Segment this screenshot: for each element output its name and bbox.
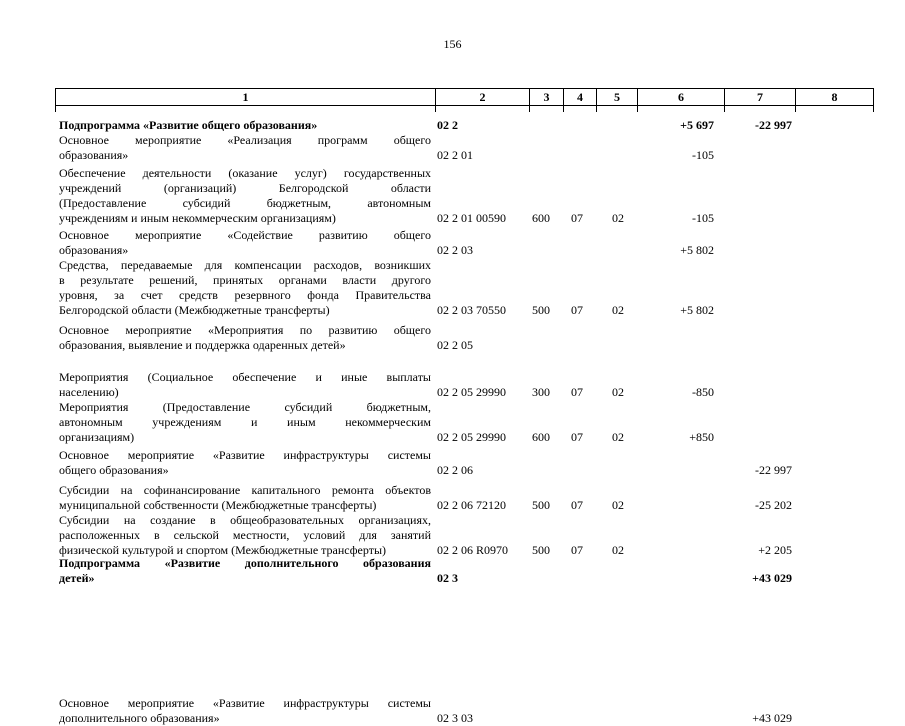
row-description (59, 258, 431, 318)
row-description (59, 370, 431, 400)
description-line: муниципальной собственности (Межбюджетные трансферты) (59, 498, 377, 512)
description-line: Основное мероприятие «Мероприятия по развитию общего (59, 323, 431, 337)
row-expense-type: 600 (532, 430, 550, 444)
row-code: 02 2 06 R0970 (437, 543, 509, 557)
description-line: детей» (59, 571, 95, 585)
description-line: в результате решений, принятых органами власти другого (59, 273, 431, 287)
description-line: (Предоставление субсидий бюджетным, автономным (59, 196, 431, 210)
row-value-col6: +5 802 (680, 243, 714, 257)
row-value-col6: +5 802 (680, 303, 714, 317)
row-subsection: 02 (612, 430, 624, 444)
row-value-col7: +2 205 (758, 543, 792, 557)
row-subsection: 02 (612, 211, 624, 225)
row-code: 02 2 06 (437, 463, 473, 477)
header-col-4: 4 (564, 89, 597, 106)
row-value-col6: +5 697 (680, 118, 714, 132)
row-description (59, 133, 431, 163)
row-value-col7: +43 029 (752, 711, 792, 725)
header-col-8: 8 (796, 89, 874, 106)
row-section: 07 (571, 498, 583, 512)
row-value-col7: +43 029 (752, 571, 792, 585)
row-description (59, 166, 431, 226)
description-line: учреждений (организаций) Белгородской области (59, 181, 431, 195)
description-line: Мероприятия (Предоставление субсидий бюджетным, (59, 400, 431, 414)
row-subsection: 02 (612, 498, 624, 512)
row-value-col7: -22 997 (755, 463, 792, 477)
row-value-col7: -25 202 (755, 498, 792, 512)
description-line: Белгородской области (Межбюджетные трансферты) (59, 303, 330, 317)
row-code: 02 2 03 70550 (437, 303, 506, 317)
row-description (59, 400, 431, 445)
row-description (59, 556, 431, 586)
row-section: 07 (571, 211, 583, 225)
description-line: автономным учреждениям и иным некоммерческим (59, 415, 431, 429)
row-code: 02 2 (437, 118, 458, 132)
row-code: 02 2 05 29990 (437, 430, 506, 444)
row-section: 07 (571, 385, 583, 399)
row-expense-type: 500 (532, 543, 550, 557)
description-line: Подпрограмма «Развитие общего образования» (59, 118, 318, 132)
row-code: 02 2 01 00590 (437, 211, 506, 225)
header-col-3: 3 (530, 89, 564, 106)
row-value-col7: -22 997 (755, 118, 792, 132)
row-code: 02 3 03 (437, 711, 473, 725)
header-col-5: 5 (597, 89, 638, 106)
row-code: 02 2 01 (437, 148, 473, 162)
description-line: Подпрограмма «Развитие дополнительного образования (59, 556, 431, 570)
row-value-col6: +850 (689, 430, 714, 444)
description-line: дополнительного образования» (59, 711, 220, 725)
description-line: расположенных в сельской местности, условий для занятий (59, 528, 431, 542)
budget-table (55, 88, 874, 112)
row-description (59, 513, 431, 558)
row-code: 02 2 05 (437, 338, 473, 352)
row-section: 07 (571, 543, 583, 557)
row-value-col6: -105 (692, 148, 714, 162)
description-line: Основное мероприятие «Содействие развитию общего (59, 228, 431, 242)
row-expense-type: 500 (532, 303, 550, 317)
header-col-7: 7 (725, 89, 796, 106)
row-code: 02 2 03 (437, 243, 473, 257)
row-description (59, 323, 431, 353)
description-line: Основное мероприятие «Реализация программ общего (59, 133, 431, 147)
description-line: Основное мероприятие «Развитие инфраструктуры системы (59, 448, 431, 462)
description-line: образования, выявление и поддержка одаренных детей» (59, 338, 346, 352)
header-col-6: 6 (638, 89, 725, 106)
header-col-2: 2 (436, 89, 530, 106)
row-description (59, 483, 431, 513)
row-expense-type: 500 (532, 498, 550, 512)
description-line: Субсидии на софинансирование капитального ремонта объектов (59, 483, 431, 497)
page-number: 156 (443, 37, 462, 51)
header-row (56, 89, 874, 106)
row-subsection: 02 (612, 385, 624, 399)
header-col-1: 1 (56, 89, 436, 106)
description-line: Мероприятия (Социальное обеспечение и иные выплаты (59, 370, 431, 384)
row-description (59, 228, 431, 258)
row-code: 02 3 (437, 571, 458, 585)
row-section: 07 (571, 303, 583, 317)
row-code: 02 2 05 29990 (437, 385, 506, 399)
description-line: Обеспечение деятельности (оказание услуг) государственных (59, 166, 431, 180)
description-line: учреждениям и иным некоммерческим организациям) (59, 211, 336, 225)
row-subsection: 02 (612, 303, 624, 317)
description-line: общего образования» (59, 463, 169, 477)
row-expense-type: 600 (532, 211, 550, 225)
description-line: Средства, передаваемые для компенсации расходов, возникших (59, 258, 431, 272)
description-line: населению) (59, 385, 119, 399)
row-description (59, 696, 431, 726)
description-line: уровня, за счет средств резервного фонда Правительства (59, 288, 431, 302)
description-line: Субсидии на создание в общеобразовательных организациях, (59, 513, 431, 527)
row-value-col6: -105 (692, 211, 714, 225)
row-section: 07 (571, 430, 583, 444)
row-expense-type: 300 (532, 385, 550, 399)
row-code: 02 2 06 72120 (437, 498, 506, 512)
description-line: организациям) (59, 430, 135, 444)
row-description (59, 118, 431, 133)
description-line: физической культурой и спортом (Межбюджетные трансферты) (59, 543, 386, 557)
row-description (59, 448, 431, 478)
description-line: Основное мероприятие «Развитие инфраструктуры системы (59, 696, 431, 710)
row-subsection: 02 (612, 543, 624, 557)
row-value-col6: -850 (692, 385, 714, 399)
description-line: образования» (59, 148, 129, 162)
description-line: образования» (59, 243, 129, 257)
